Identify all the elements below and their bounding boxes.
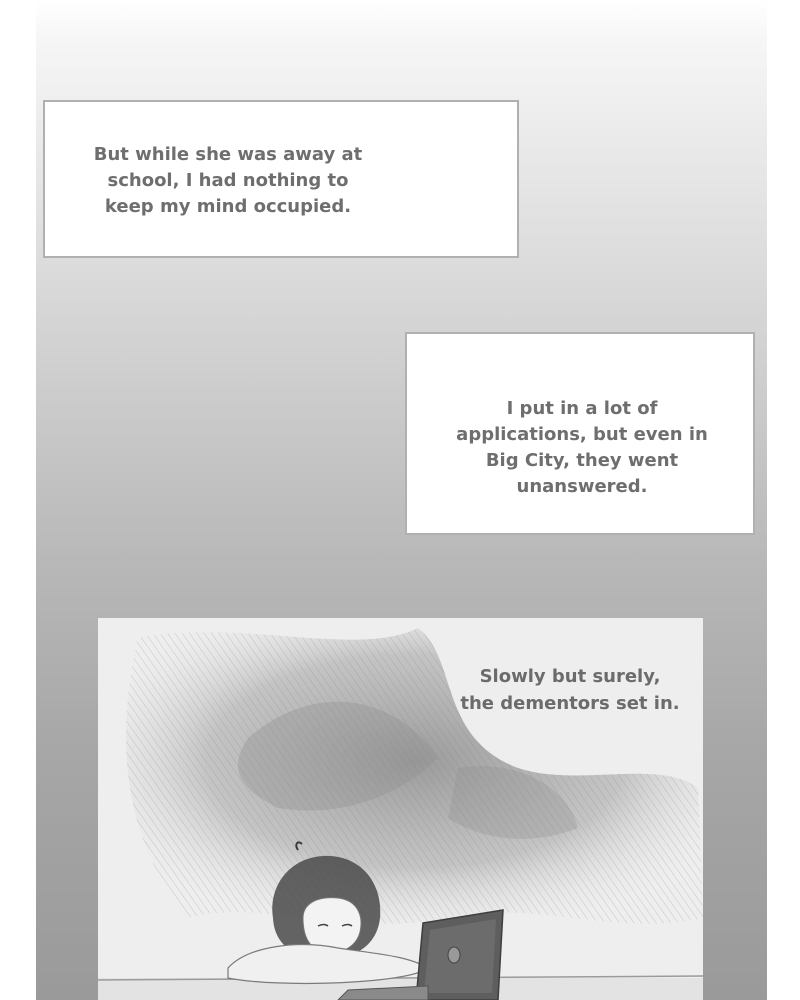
laptop-logo (448, 947, 460, 963)
caption-box-first (43, 100, 519, 258)
caption-first: But while she was away at school, I had nothing to keep my mind occupied. (93, 144, 363, 217)
caption-third: Slowly but surely, the dementors set in. (460, 666, 680, 714)
caption-box-second (405, 332, 755, 535)
caption-second: I put in a lot of applications, but even in Big City, they went unanswered. (456, 398, 708, 497)
illustration-panel (98, 618, 703, 1000)
